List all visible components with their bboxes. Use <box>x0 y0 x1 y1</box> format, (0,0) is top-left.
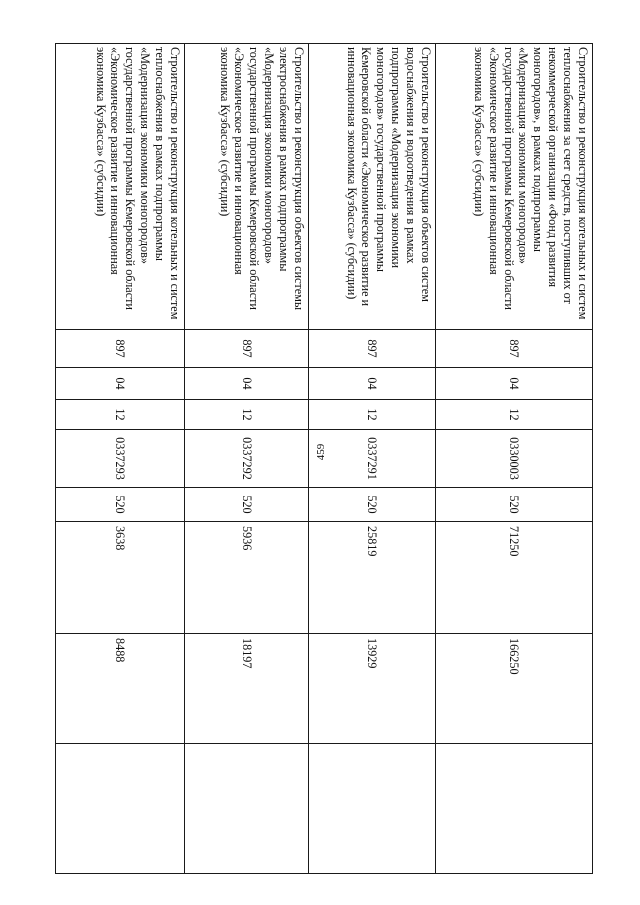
expense-type-code: 520 <box>56 488 185 522</box>
budget-table <box>55 43 593 874</box>
row-description: Строительство и реконструкция объектов системы электроснабжения в рамках подпрограммы «Модернизация экономики моногородов» государственной программы Кемеровской области «Экономическое развитие и инновационная экономика Кузбасса» (субсидии) <box>185 44 309 330</box>
expense-type-code: 520 <box>185 488 309 522</box>
subsection-code: 12 <box>436 400 593 430</box>
table-row <box>436 44 593 874</box>
page-number: 459 <box>315 443 327 461</box>
row-description: Строительство и реконструкция объектов систем водоснабжения и водоотведения в рамках подпрограммы «Модернизация экономики моногородов» государственной программы Кемеровской области «Экономическое развитие и инновационная экономика Кузбасса» (субсидии) <box>309 44 436 330</box>
subsection-code: 12 <box>56 400 185 430</box>
amount-2: 8488 <box>56 634 185 744</box>
target-code: 0337293 <box>56 430 185 488</box>
table-row <box>185 44 309 874</box>
expense-type-code: 520 <box>436 488 593 522</box>
row-description: Строительство и реконструкция котельных и систем теплоснабжения в рамках подпрограммы «Модернизация экономики моногородов» государственной программы Кемеровской области «Экономическое развитие и инновационная экономика Кузбасса» (субсидии) <box>56 44 185 330</box>
budget-table-rotated <box>56 43 593 873</box>
amount-3 <box>436 744 593 874</box>
section-code: 04 <box>185 368 309 400</box>
ministry-code: 897 <box>436 330 593 368</box>
target-code: 0337292 <box>185 430 309 488</box>
table-row <box>56 44 185 874</box>
section-code: 04 <box>56 368 185 400</box>
expense-type-code: 520 <box>309 488 436 522</box>
amount-2: 18197 <box>185 634 309 744</box>
section-code: 04 <box>436 368 593 400</box>
amount-1: 5936 <box>185 522 309 634</box>
ministry-code: 897 <box>185 330 309 368</box>
subsection-code: 12 <box>185 400 309 430</box>
subsection-code: 12 <box>309 400 436 430</box>
amount-3 <box>56 744 185 874</box>
target-code: 0330003 <box>436 430 593 488</box>
ministry-code: 897 <box>309 330 436 368</box>
amount-1: 25819 <box>309 522 436 634</box>
row-description: Строительство и реконструкция котельных и систем теплоснабжения за счет средств, поступивших от некоммерческой организации «Фонд развития моногородов», в рамках подпрограммы «Модернизация экономики моногородов» государственной программы Кемеровской области «Экономическое развитие и инновационная экономика Кузбасса» (субсидии) <box>436 44 593 330</box>
target-code: 0337291 <box>309 430 436 488</box>
amount-2: 166250 <box>436 634 593 744</box>
amount-3 <box>309 744 436 874</box>
ministry-code: 897 <box>56 330 185 368</box>
amount-2: 13929 <box>309 634 436 744</box>
amount-1: 71250 <box>436 522 593 634</box>
amount-3 <box>185 744 309 874</box>
table-row <box>309 44 436 874</box>
amount-1: 3638 <box>56 522 185 634</box>
section-code: 04 <box>309 368 436 400</box>
